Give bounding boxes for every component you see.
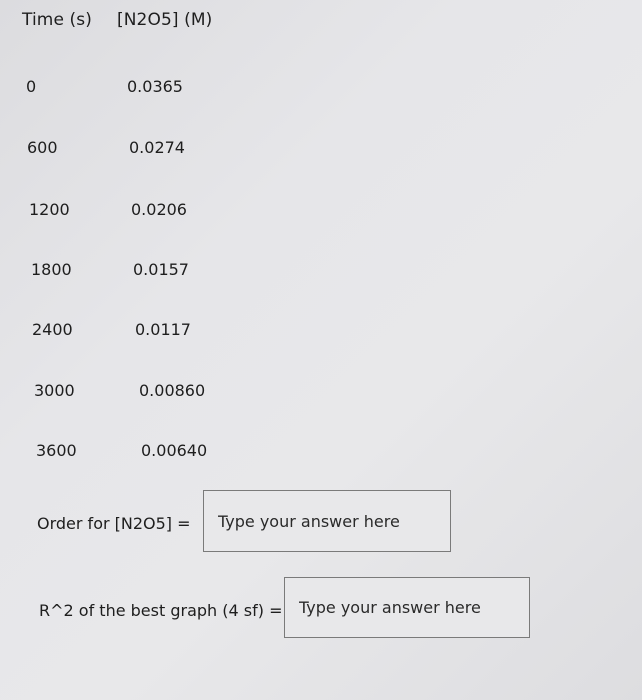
order-answer-input[interactable] — [203, 490, 451, 552]
table-cell-time: 1200 — [29, 200, 70, 219]
table-cell-concentration: 0.0365 — [127, 77, 183, 96]
table-cell-time: 3000 — [34, 381, 75, 400]
table-cell-time: 3600 — [36, 441, 77, 460]
table-cell-time: 600 — [27, 138, 58, 157]
order-label: Order for [N2O5] = — [37, 514, 191, 533]
table-cell-time: 1800 — [31, 260, 72, 279]
table-cell-concentration: 0.0274 — [129, 138, 185, 157]
table-cell-concentration: 0.00640 — [141, 441, 208, 460]
table-cell-time: 2400 — [32, 320, 73, 339]
r-squared-answer-input[interactable] — [284, 577, 530, 638]
table-cell-time: 0 — [26, 77, 37, 96]
r-squared-label: R^2 of the best graph (4 sf) = — [39, 601, 283, 620]
table-cell-concentration: 0.00860 — [139, 381, 206, 400]
table-cell-concentration: 0.0117 — [135, 320, 191, 339]
header-time: Time (s) — [22, 10, 92, 30]
header-concentration: [N2O5] (M) — [117, 10, 213, 30]
table-cell-concentration: 0.0157 — [133, 260, 189, 279]
table-cell-concentration: 0.0206 — [131, 200, 187, 219]
